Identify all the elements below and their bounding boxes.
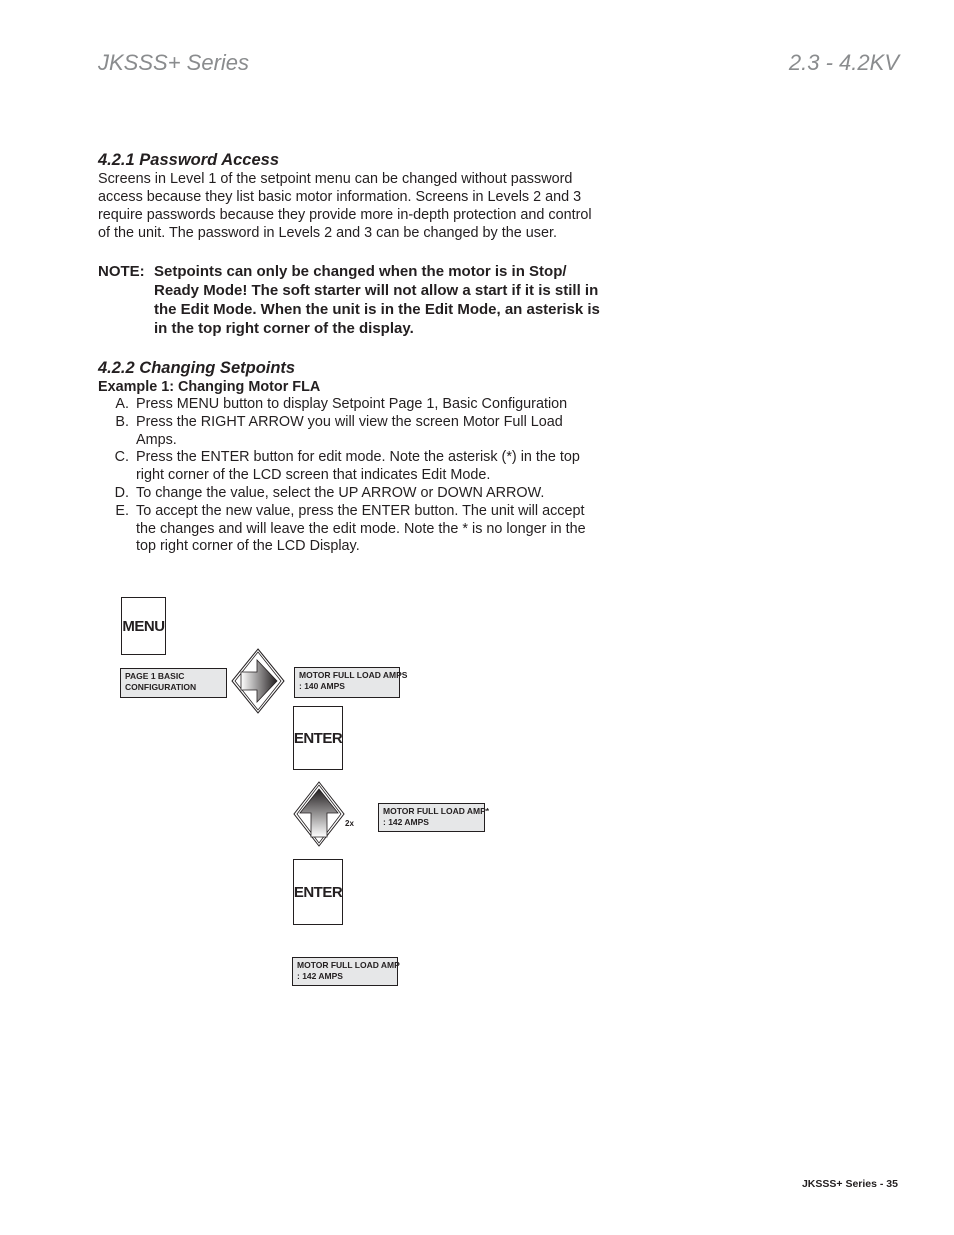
- section-heading-changing-setpoints: 4.2.2 Changing Setpoints: [98, 359, 296, 377]
- step-text: Press the RIGHT ARROW you will view the screen Motor Full Load Amps.: [136, 413, 563, 448]
- press-count-label: 2x: [345, 819, 354, 828]
- lcd-line-2: : 142 AMPS: [383, 817, 429, 827]
- step-letter: E.: [115, 502, 129, 519]
- lcd-motor-fla-142-edit: [378, 803, 490, 832]
- example-title: Example 1: Changing Motor FLA: [98, 379, 321, 395]
- lcd-line-1: MOTOR FULL LOAD AMPS: [299, 670, 408, 680]
- step-text: Press the ENTER button for edit mode. Note the asterisk (*) in the top right corner of the LCD screen that indicates Edit Mode.: [136, 449, 580, 484]
- step-letter: B.: [115, 413, 129, 430]
- lcd-line-1: PAGE 1 BASIC: [125, 671, 185, 681]
- header-series-title: JKSSS+ Series: [98, 50, 250, 75]
- step-letter: C.: [114, 449, 129, 466]
- changing-setpoints-section: [98, 358, 603, 556]
- section-heading-password-access: 4.2.1 Password Access: [98, 151, 280, 169]
- list-item: [98, 414, 603, 450]
- list-item: [98, 503, 603, 556]
- main-content: [98, 150, 603, 556]
- up-arrow-icon: [293, 781, 345, 847]
- lcd-line-1: MOTOR FULL LOAD AMP: [297, 960, 400, 970]
- step-letter: A.: [115, 396, 129, 412]
- note-block: [98, 262, 603, 338]
- list-item: [98, 449, 603, 485]
- lcd-line-2: : 142 AMPS: [297, 971, 343, 981]
- lcd-line-2: CONFIGURATION: [125, 682, 197, 692]
- step-letter: D.: [114, 484, 129, 501]
- page-footer: JKSSS+ Series - 35: [801, 1178, 898, 1190]
- list-item: [98, 396, 603, 414]
- header-voltage-range: 2.3 - 4.2KV: [788, 50, 899, 75]
- step-text: To change the value, select the UP ARROW or DOWN ARROW.: [136, 484, 545, 501]
- lcd-motor-fla-142-final: [292, 957, 398, 986]
- lcd-motor-fla-140: [294, 667, 408, 698]
- password-access-paragraph: Screens in Level 1 of the setpoint menu can be changed without password access because they list basic motor information. Screens in Levels 2 and 3 require passwords because they provide more in-depth protection and control of the unit. The password in Levels 2 and 3 can be changed by the user.: [98, 171, 592, 241]
- enter-button: ENTER: [293, 859, 343, 925]
- steps-list: [98, 396, 603, 556]
- right-arrow-icon: [231, 648, 285, 714]
- step-text: To accept the new value, press the ENTER button. The unit will accept the changes and will leave the edit mode. Note the * is no longer in the top right corner of the LCD Display.: [136, 502, 586, 555]
- enter-button: ENTER: [293, 706, 343, 770]
- lcd-line-2: : 140 AMPS: [299, 681, 345, 691]
- list-item: [98, 485, 603, 503]
- lcd-line-1: MOTOR FULL LOAD AMP*: [383, 806, 490, 816]
- note-text: Setpoints can only be changed when the motor is in Stop/ Ready Mode! The soft starter will not allow a start if it is still in the Edit Mode. When the unit is in the Edit Mode, an asterisk is in the top right corner of the display.: [154, 263, 600, 337]
- step-text: Press MENU button to display Setpoint Page 1, Basic Configuration: [136, 396, 568, 412]
- note-label: NOTE:: [98, 263, 145, 280]
- lcd-page1-basic-config: [120, 668, 227, 698]
- menu-button: MENU: [121, 597, 166, 655]
